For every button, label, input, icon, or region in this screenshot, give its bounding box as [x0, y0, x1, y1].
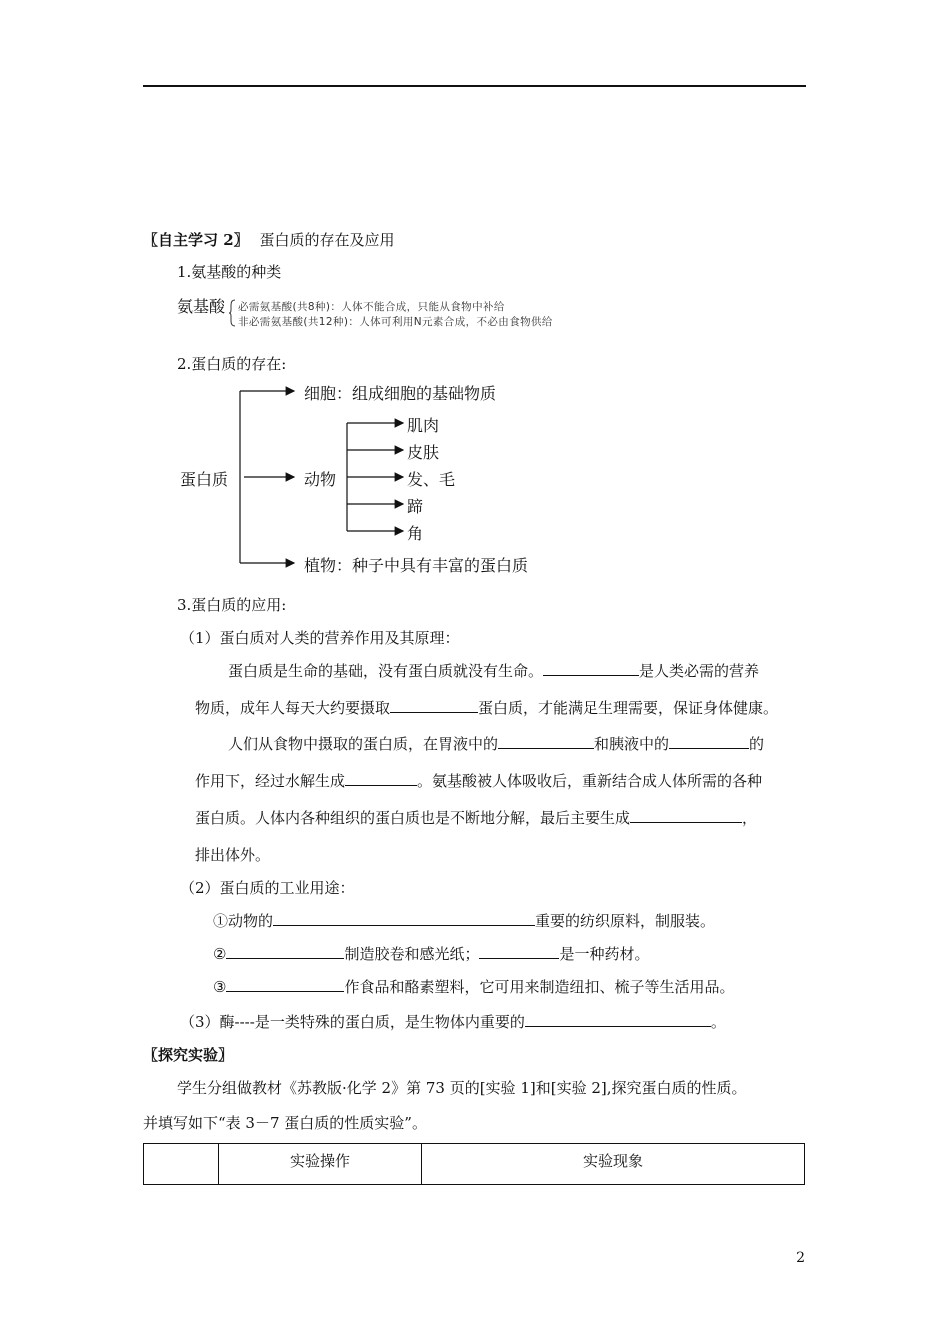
- text: 蛋白质是生命的基础，没有蛋白质就没有生命。: [228, 662, 544, 680]
- sub2-heading: （2）蛋白质的工业用途：: [180, 879, 355, 897]
- explore-heading: 〖探究实验〗: [143, 1046, 234, 1064]
- fill-blank[interactable]: [669, 734, 749, 749]
- fill-blank[interactable]: [630, 808, 742, 823]
- page-number: 2: [796, 1250, 805, 1266]
- explore-para-2: 并填写如下“表 3－7 蛋白质的性质实验”。: [143, 1114, 427, 1132]
- text: 作用下，经过水解生成: [195, 772, 346, 790]
- tree-root-protein: 蛋白质: [180, 470, 229, 489]
- text: 蛋白质，才能满足生理需要，保证身体健康。: [478, 699, 779, 717]
- tree-animal: 动物: [304, 470, 337, 489]
- tree-animal-item: 发、毛: [407, 470, 456, 489]
- tree-cell: 细胞：组成细胞的基础物质: [304, 384, 497, 403]
- amino-acid-label: 氨基酸: [177, 297, 226, 316]
- explore-para-1: 学生分组做教材《苏教版·化学 2》第 73 页的[实验 1]和[实验 2],探究蛋白质的性质。: [177, 1079, 747, 1097]
- text: ，: [742, 809, 758, 827]
- digestion-line-1: [228, 733, 764, 754]
- section-tag: 〖自主学习 2〗: [143, 231, 249, 249]
- text: 作食品和酪素塑料，它可用来制造纽扣、梳子等生活用品。: [344, 978, 735, 996]
- fill-blank[interactable]: [543, 661, 639, 676]
- digestion-line-3: [195, 807, 757, 828]
- text: （3）酶----是一类特殊的蛋白质，是生物体内重要的: [180, 1013, 525, 1031]
- nutrition-line-1: [228, 660, 759, 681]
- text: 。氨基酸被人体吸收后，重新结合成人体所需的各种: [417, 772, 763, 790]
- sub1-heading: （1）蛋白质对人类的营养作用及其原理：: [180, 629, 460, 647]
- text: ①动物的: [213, 912, 274, 930]
- text: 蛋白质。人体内各种组织的蛋白质也是不断地分解，最后主要生成: [195, 809, 631, 827]
- table-header-cell: [144, 1144, 219, 1185]
- section-title: 蛋白质的存在及应用: [259, 231, 395, 249]
- text: 的: [749, 735, 765, 753]
- tree-plant: 植物：种子中具有丰富的蛋白质: [304, 556, 529, 575]
- essential-amino-line: 必需氨基酸(共8种)：人体不能合成，只能从食物中补给: [238, 301, 505, 313]
- text: 是人类必需的营养: [639, 662, 760, 680]
- text: 制造胶卷和感光纸；: [344, 945, 480, 963]
- text: ②: [213, 945, 227, 963]
- table-header-cell: 实验现象: [422, 1144, 805, 1185]
- digestion-line-4: 排出体外。: [195, 846, 271, 864]
- table-header-cell: 实验操作: [219, 1144, 422, 1185]
- part3-heading: 3.蛋白质的应用:: [177, 596, 287, 614]
- text: 物质，成年人每天大约要摄取: [195, 699, 391, 717]
- part1-heading: 1.氨基酸的种类: [177, 263, 282, 281]
- fill-blank[interactable]: [525, 1012, 711, 1027]
- tree-animal-item: 蹄: [407, 497, 424, 516]
- fill-blank[interactable]: [390, 698, 478, 713]
- part2-heading: 2.蛋白质的存在:: [177, 355, 287, 373]
- industry-use-1: [213, 910, 715, 931]
- enzyme-line: [180, 1011, 726, 1032]
- protein-tree-diagram: [0, 0, 950, 600]
- fill-blank[interactable]: [273, 911, 535, 926]
- nonessential-amino-line: 非必需氨基酸(共12种)：人体可利用N元素合成，不必由食物供给: [238, 316, 553, 328]
- fill-blank[interactable]: [498, 734, 594, 749]
- tree-animal-item: 肌肉: [407, 416, 440, 435]
- text: 是一种药材。: [559, 945, 650, 963]
- fill-blank[interactable]: [479, 944, 559, 959]
- table-header-row: [144, 1144, 805, 1185]
- fill-blank[interactable]: [226, 977, 344, 992]
- digestion-line-2: [195, 770, 762, 791]
- fill-blank[interactable]: [345, 771, 417, 786]
- industry-use-3: [213, 976, 734, 997]
- text: 和胰液中的: [594, 735, 670, 753]
- text: 人们从食物中摄取的蛋白质，在胃液中的: [228, 735, 499, 753]
- text: 重要的纺织原料，制服装。: [535, 912, 716, 930]
- industry-use-2: [213, 943, 649, 964]
- text: ③: [213, 978, 227, 996]
- tree-animal-item: 皮肤: [407, 443, 440, 462]
- nutrition-line-2: [195, 697, 778, 718]
- fill-blank[interactable]: [226, 944, 344, 959]
- text: 。: [710, 1013, 726, 1031]
- experiment-table: [143, 1143, 805, 1185]
- tree-animal-item: 角: [407, 524, 424, 543]
